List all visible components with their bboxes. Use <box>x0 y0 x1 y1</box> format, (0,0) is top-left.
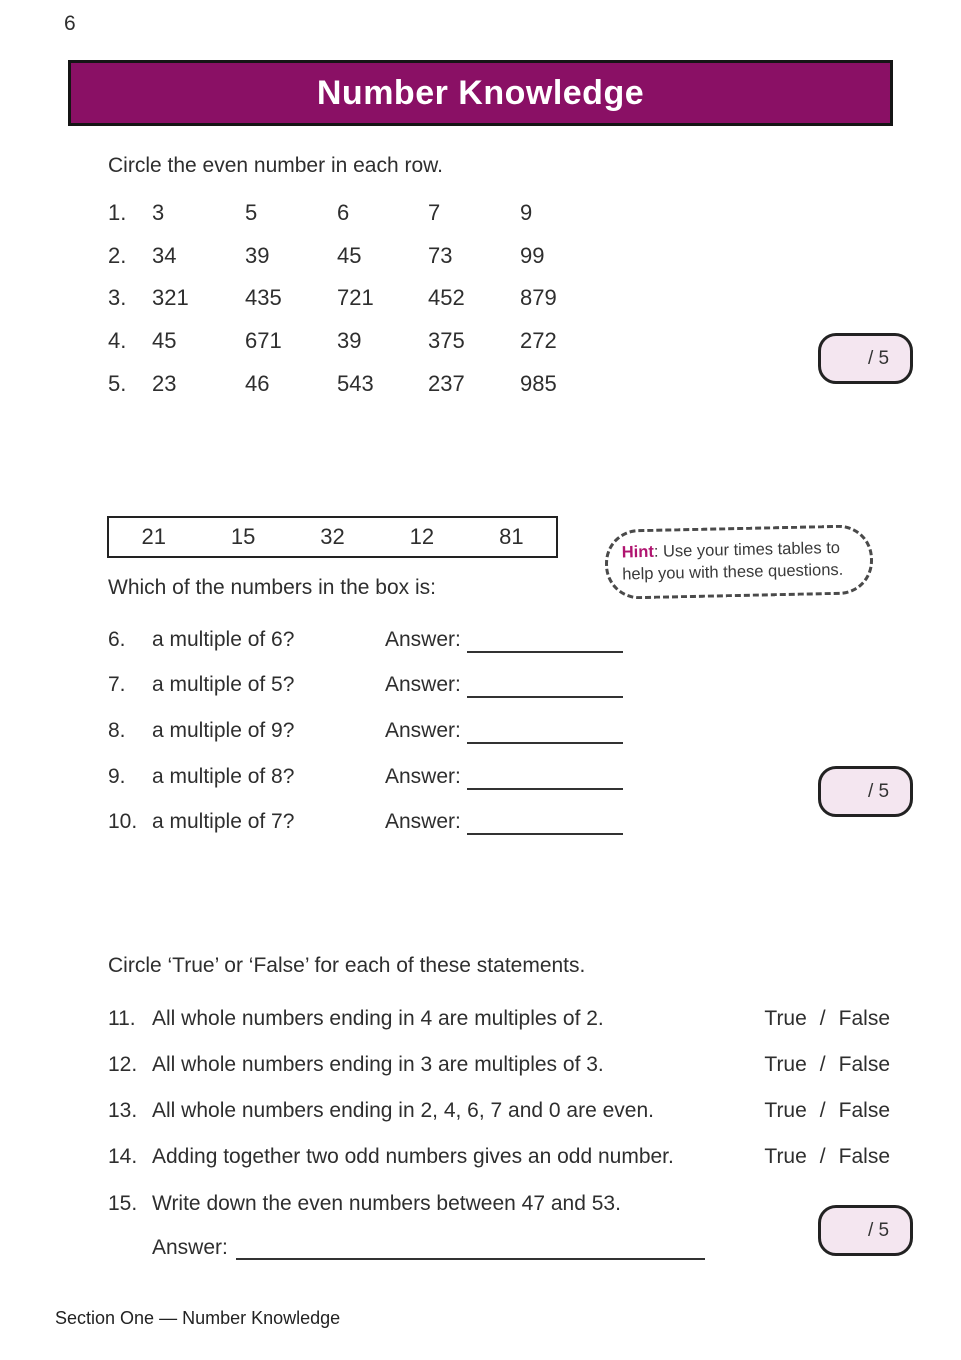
question-row <box>108 663 648 709</box>
question-number: 3. <box>108 285 127 311</box>
box-number: 32 <box>320 524 345 549</box>
question-text: a multiple of 7? <box>152 810 295 834</box>
question-text: All whole numbers ending in 3 are multiples of 3. <box>152 1053 604 1076</box>
circle-option[interactable]: 9 <box>520 200 533 226</box>
question-number: 1. <box>108 200 127 226</box>
true-false-separator: / <box>819 1007 826 1030</box>
score-box[interactable] <box>818 766 913 817</box>
answer-line[interactable] <box>467 809 623 835</box>
question-number: 15. <box>108 1192 138 1215</box>
question-number: 12. <box>108 1053 138 1076</box>
question-row <box>108 1042 890 1088</box>
true-option[interactable]: True <box>764 1053 807 1076</box>
question-number: 10. <box>108 810 138 834</box>
score-box[interactable] <box>818 1205 913 1256</box>
answer-label: Answer: <box>385 764 461 788</box>
page-footer: Section One — Number Knowledge <box>55 1308 341 1328</box>
question-number: 13. <box>108 1099 138 1122</box>
answer-line[interactable] <box>467 718 623 744</box>
numbers-box <box>107 516 558 558</box>
true-false-group <box>764 1145 890 1169</box>
question-text: a multiple of 6? <box>152 627 295 651</box>
true-false-separator: / <box>819 1145 826 1168</box>
multiple-questions <box>108 617 648 845</box>
question-number: 5. <box>108 370 127 396</box>
circle-option[interactable]: 99 <box>520 242 545 268</box>
circle-option[interactable]: 879 <box>520 285 557 311</box>
circle-option[interactable]: 272 <box>520 328 557 354</box>
circle-option[interactable]: 435 <box>245 285 282 311</box>
circle-option[interactable]: 46 <box>245 370 270 396</box>
true-false-separator: / <box>819 1099 826 1122</box>
circle-option[interactable]: 5 <box>245 200 258 226</box>
score-label: / 5 <box>867 780 890 802</box>
false-option[interactable]: False <box>838 1145 890 1168</box>
circle-option[interactable]: 7 <box>428 200 441 226</box>
circle-option[interactable]: 985 <box>520 370 557 396</box>
false-option[interactable]: False <box>838 1099 890 1122</box>
page-number: 6 <box>64 12 76 35</box>
question-row <box>108 708 648 754</box>
hint-bubble <box>604 524 873 599</box>
number-rows <box>108 192 668 405</box>
question-row <box>108 1134 890 1180</box>
answer-line[interactable] <box>467 672 623 698</box>
hint-label: Hint <box>621 542 655 562</box>
question-number: 11. <box>108 1007 136 1030</box>
question-number: 7. <box>108 673 126 697</box>
circle-option[interactable]: 39 <box>337 328 362 354</box>
question-row <box>108 754 648 800</box>
circle-option[interactable]: 375 <box>428 328 465 354</box>
circle-option[interactable]: 6 <box>337 200 350 226</box>
circle-option[interactable]: 671 <box>245 328 282 354</box>
true-false-separator: / <box>819 1053 826 1076</box>
number-row <box>108 277 668 320</box>
answer-label: Answer: <box>385 718 461 742</box>
true-option[interactable]: True <box>764 1145 807 1168</box>
title-banner <box>68 60 893 126</box>
section1-instruction: Circle the even number in each row. <box>108 154 444 177</box>
question-text: All whole numbers ending in 4 are multiples of 2. <box>152 1007 604 1030</box>
question-text: Write down the even numbers between 47 and 53. <box>152 1192 621 1215</box>
circle-option[interactable]: 237 <box>428 370 465 396</box>
circle-option[interactable]: 321 <box>152 285 189 311</box>
number-row <box>108 235 668 278</box>
page-title: Number Knowledge <box>316 73 645 112</box>
question-number: 8. <box>108 718 126 742</box>
section3-instruction: Circle ‘True’ or ‘False’ for each of these statements. <box>108 954 586 977</box>
circle-option[interactable]: 452 <box>428 285 465 311</box>
score-box[interactable] <box>818 333 913 384</box>
circle-option[interactable]: 543 <box>337 370 374 396</box>
true-false-group <box>764 1053 890 1077</box>
answer-label: Answer: <box>385 627 461 651</box>
box-number: 81 <box>499 524 524 549</box>
number-row <box>108 320 668 363</box>
question-row <box>108 1088 890 1134</box>
true-option[interactable]: True <box>764 1007 807 1030</box>
number-row <box>108 362 668 405</box>
question-row <box>108 996 890 1042</box>
false-option[interactable]: False <box>838 1007 890 1030</box>
circle-option[interactable]: 39 <box>245 242 270 268</box>
false-option[interactable]: False <box>838 1053 890 1076</box>
question-text: a multiple of 8? <box>152 764 295 788</box>
box-number: 12 <box>409 524 435 549</box>
circle-option[interactable]: 3 <box>152 200 165 226</box>
question-text: a multiple of 9? <box>152 718 295 742</box>
question-number: 4. <box>108 328 127 354</box>
question-number: 6. <box>108 627 126 651</box>
answer-label: Answer: <box>385 673 461 697</box>
true-option[interactable]: True <box>764 1099 807 1122</box>
number-row <box>108 192 668 235</box>
answer-line[interactable] <box>236 1234 705 1260</box>
circle-option[interactable]: 721 <box>337 285 374 311</box>
box-number: 21 <box>141 524 166 549</box>
answer-label: Answer: <box>385 810 461 834</box>
circle-option[interactable]: 45 <box>337 242 362 268</box>
section2-instruction: Which of the numbers in the box is: <box>108 576 436 599</box>
answer-line[interactable] <box>467 627 623 653</box>
score-label: / 5 <box>867 1219 890 1241</box>
circle-option[interactable]: 34 <box>152 242 177 268</box>
question-text: a multiple of 5? <box>152 673 295 697</box>
question-row <box>108 617 648 663</box>
hint-text: : Use your times tables to help you with these questions. <box>622 538 844 584</box>
question-row <box>108 799 648 845</box>
answer-line[interactable] <box>467 764 623 790</box>
circle-option[interactable]: 23 <box>152 370 177 396</box>
question-text: All whole numbers ending in 2, 4, 6, 7 and 0 are even. <box>152 1099 654 1122</box>
circle-option[interactable]: 45 <box>152 328 177 354</box>
answer-label: Answer: <box>152 1236 228 1259</box>
q15-answer-row <box>152 1234 705 1260</box>
circle-option[interactable]: 73 <box>428 242 453 268</box>
question-number: 14. <box>108 1145 138 1168</box>
question-number: 9. <box>108 764 126 788</box>
question-text: Adding together two odd numbers gives an odd number. <box>152 1145 674 1168</box>
score-label: / 5 <box>867 347 890 369</box>
question-row <box>108 1192 621 1216</box>
true-false-group <box>764 1007 890 1031</box>
question-number: 2. <box>108 242 127 268</box>
true-false-group <box>764 1099 890 1123</box>
true-false-questions <box>108 996 890 1180</box>
box-number: 15 <box>230 524 256 549</box>
